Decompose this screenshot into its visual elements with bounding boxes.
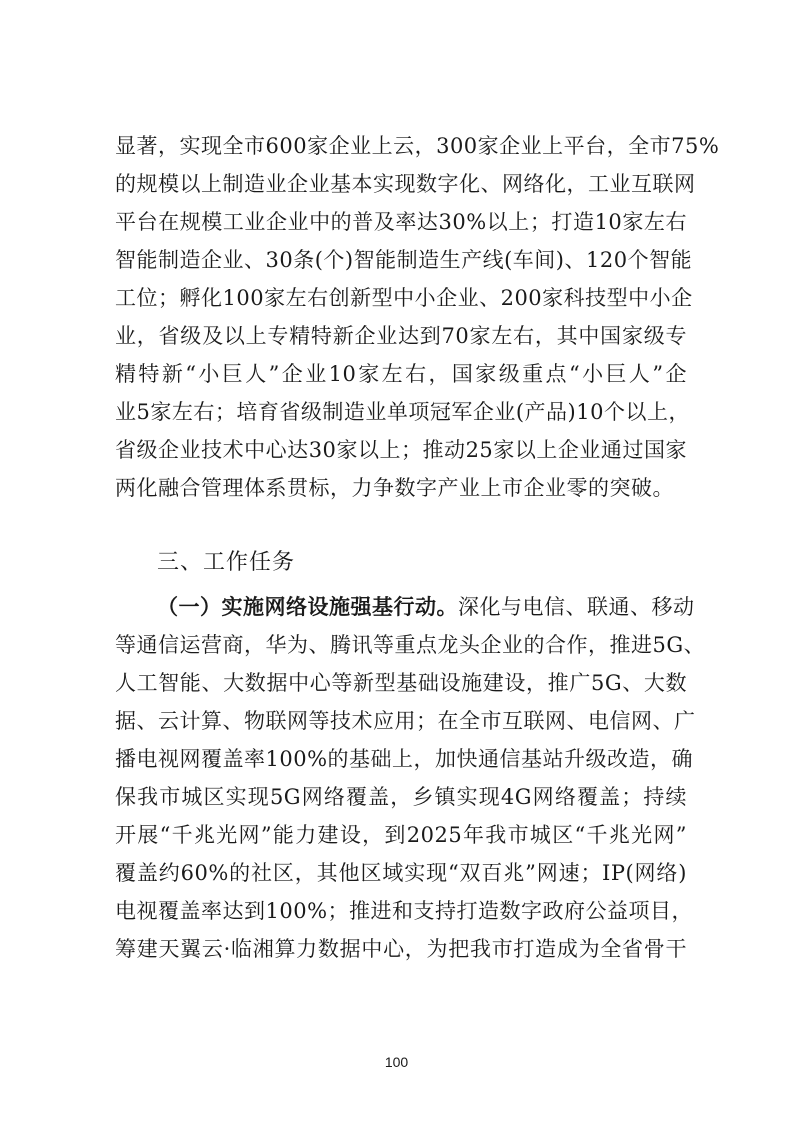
paragraph-line: 人工智能、大数据中心等新型基础设施建设，推广5G、大数	[115, 671, 687, 695]
paragraph-line: 电视覆盖率达到100%；推进和支持打造数字政府公益项目，	[115, 899, 694, 923]
paragraph-line: 工位；孵化100家左右创新型中小企业、200家科技型中小企	[115, 286, 693, 310]
paragraph-first-line	[157, 590, 695, 624]
first-line-text: 深化与电信、联通、移动	[458, 595, 695, 619]
paragraph-line: 智能制造企业、30条(个)智能制造生产线(车间)、120个智能	[115, 248, 693, 272]
paragraph-line: 两化融合管理体系贯标，力争数字产业上市企业零的突破。	[115, 476, 674, 500]
paragraph-line: 业，省级及以上专精特新企业达到70家左右，其中国家级专	[115, 324, 687, 348]
paragraph-line: 平台在规模工业企业中的普及率达30%以上；打造10家左右	[115, 210, 687, 234]
paragraph-line: 据、云计算、物联网等技术应用；在全市互联网、电信网、广	[115, 709, 696, 733]
bold-lead-text: （一）实施网络设施强基行动。	[157, 595, 458, 619]
paragraph-line: 播电视网覆盖率100%的基础上，加快通信基站升级改造，确	[115, 747, 694, 771]
paragraph-line: 的规模以上制造业企业基本实现数字化、网络化，工业互联网	[115, 172, 696, 196]
paragraph-line: 显著，实现全市600家企业上云，300家企业上平台，全市75%	[115, 134, 720, 158]
section-heading: 三、工作任务	[157, 550, 296, 575]
paragraph-line: 覆盖约60%的社区，其他区域实现“双百兆”网速；IP(网络)	[115, 861, 687, 885]
paragraph-line: 筹建天翼云·临湘算力数据中心，为把我市打造成为全省骨干	[115, 937, 687, 961]
paragraph-line: 等通信运营商，华为、腾讯等重点龙头企业的合作，推进5G、	[115, 633, 706, 657]
paragraph-line: 省级企业技术中心达30家以上；推动25家以上企业通过国家	[115, 438, 687, 462]
paragraph-line: 精特新“小巨人”企业10家左右，国家级重点“小巨人”企	[115, 362, 687, 386]
paragraph-line: 业5家左右；培育省级制造业单项冠军企业(产品)10个以上，	[115, 400, 690, 424]
page-number: 100	[384, 1054, 409, 1070]
paragraph-line: 保我市城区实现5G网络覆盖，乡镇实现4G网络覆盖；持续	[115, 785, 687, 809]
paragraph-line: 开展“千兆光网”能力建设，到2025年我市城区“千兆光网”	[115, 823, 687, 847]
